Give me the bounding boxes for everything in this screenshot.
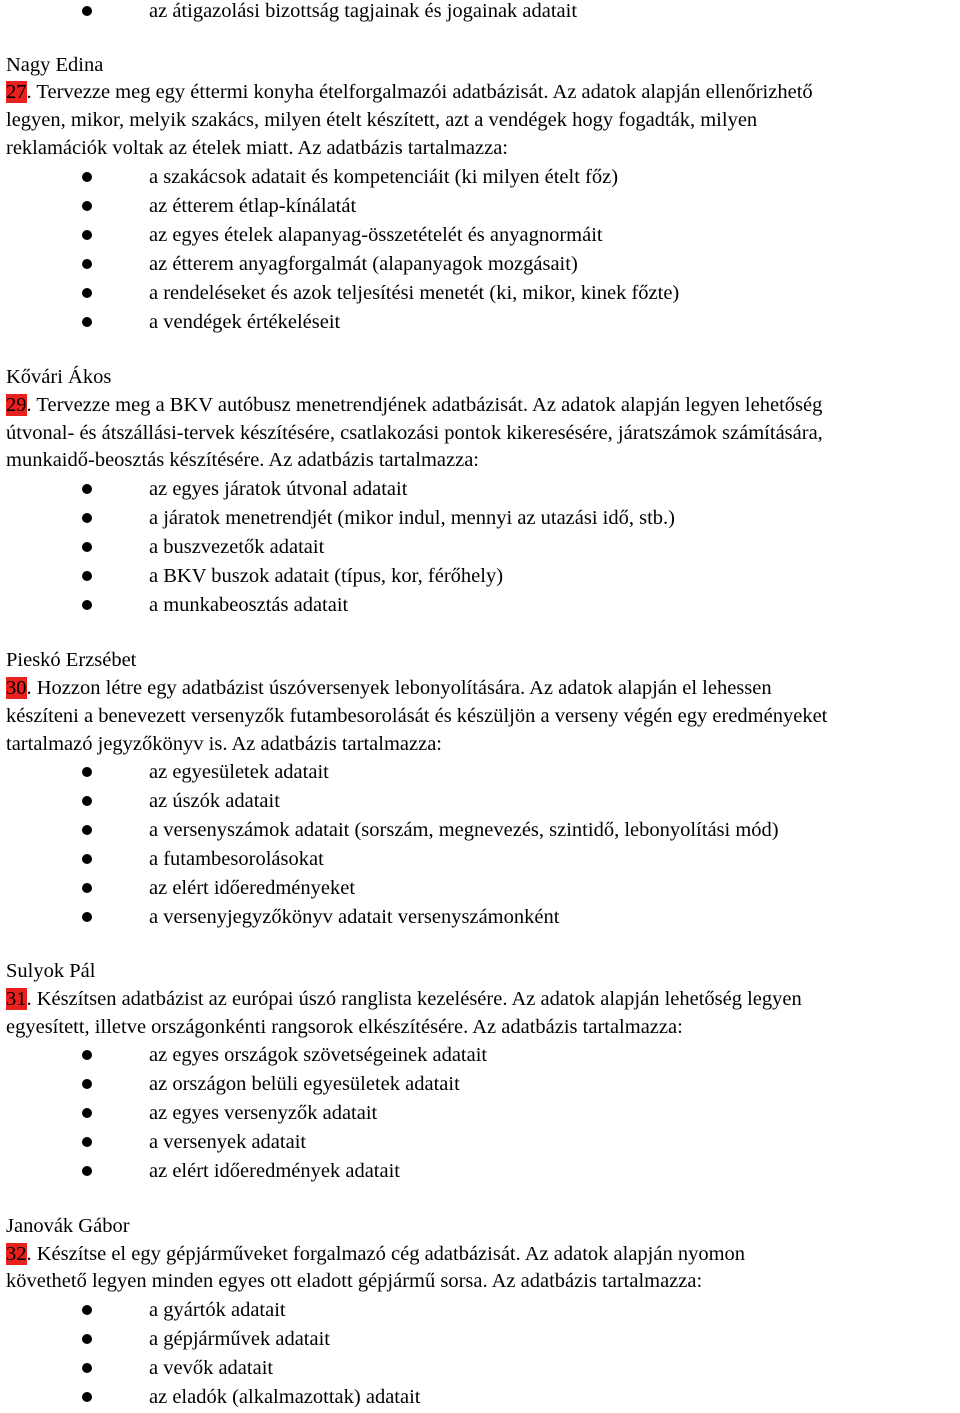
task-line [6,985,960,1014]
bullet-icon [82,1137,92,1147]
list-item [149,816,779,845]
task-number: 32 [6,1243,27,1265]
bullet-icon [82,767,92,777]
list-item-text: a járatok menetrendjét (mikor indul, mennyi az utazási idő, stb.) [149,507,676,529]
bullet-icon [82,1108,92,1118]
list-item [149,1325,330,1354]
list-item [149,562,503,591]
task-line: követhető legyen minden egyes ott eladott gépjármű sorsa. Az adatbázis tartalmazza: [6,1270,703,1292]
list-item-text: a gépjárművek adatait [149,1328,330,1350]
list-item [149,1128,306,1157]
task-text: . Készítsen adatbázist az európai úszó ranglista kezelésére. Az adatok alapján lehetőség legyen [26,988,802,1010]
list-item-text: a futambesorolásokat [149,848,324,870]
author-name: Sulyok Pál [6,960,96,982]
bullet-icon [82,1392,92,1402]
task-line: reklamációk voltak az ételek miatt. Az adatbázis tartalmazza: [6,137,508,159]
list-item [149,250,578,279]
bullet-icon [82,883,92,893]
bullet-icon [82,484,92,494]
task-line: egyesített, illetve országonkénti rangsorok elkészítésére. Az adatbázis tartalmazza: [6,1016,683,1038]
task-line [6,78,960,107]
task-line: útvonal- és átszállási-tervek készítésére, csatlakozási pontok kikeresésére, járatszámok számítására, [6,422,823,444]
bullet-icon [82,1166,92,1176]
list-item [149,308,340,337]
bullet-icon [82,1050,92,1060]
list-item [149,845,324,874]
task-text: . Tervezze meg a BKV autóbusz menetrendjének adatbázisát. Az adatok alapján legyen lehetőség [26,394,823,416]
list-item-text: a vendégek értékeléseit [149,311,341,333]
author-name: Janovák Gábor [6,1215,130,1237]
bullet-icon [82,230,92,240]
list-item [149,0,577,26]
bullet-icon [82,1305,92,1315]
list-item-text: az eladók (alkalmazottak) adatait [149,1386,421,1408]
author-name: Pieskó Erzsébet [6,649,137,671]
list-item-text: a rendeléseket és azok teljesítési menetét (ki, mikor, kinek főzte) [149,282,680,304]
task-text: . Tervezze meg egy éttermi konyha ételforgalmazói adatbázisát. Az adatok alapján ellenőrizhető [26,81,813,103]
task-line: legyen, mikor, melyik szakács, milyen ételt készített, azt a vendégek hogy fogadták, milyen [6,109,758,131]
list-item [149,533,324,562]
list-item-text: a gyártók adatait [149,1299,286,1321]
bullet-icon [82,6,92,16]
list-item [149,192,356,221]
list-item-text: a buszvezetők adatait [149,536,325,558]
list-item [149,787,280,816]
bullet-icon [82,172,92,182]
bullet-icon [82,259,92,269]
list-item [149,1157,400,1186]
list-item [149,903,559,932]
bullet-icon [82,317,92,327]
list-item-text: az elért időeredményeket [149,877,356,899]
bullet-icon [82,1079,92,1089]
list-item-text: az országon belüli egyesületek adatait [149,1073,460,1095]
list-item-text: az egyes versenyzők adatait [149,1102,378,1124]
list-item-text: az egyesületek adatait [149,761,329,783]
list-item [149,163,618,192]
bullet-icon [82,912,92,922]
list-item [149,1383,420,1412]
bullet-icon [82,600,92,610]
list-item [149,1354,273,1383]
list-item-text: az átigazolási bizottság tagjainak és jogainak adatait [149,0,578,22]
bullet-icon [82,854,92,864]
bullet-icon [82,825,92,835]
list-item-text: az elért időeredmények adatait [149,1160,400,1182]
list-item-text: a versenyszámok adatait (sorszám, megnevezés, szintidő, lebonyolítási mód) [149,819,779,841]
task-number: 29 [6,394,27,416]
author-name: Kővári Ákos [6,366,112,388]
task-line [6,391,960,420]
list-item [149,1099,377,1128]
list-item [149,475,407,504]
bullet-icon [82,542,92,552]
list-item-text: a munkabeosztás adatait [149,594,349,616]
author-name: Nagy Edina [6,54,104,76]
task-text: . Hozzon létre egy adatbázist úszóversenyek lebonyolítására. Az adatok alapján el lehessen [26,677,772,699]
list-item-text: a szakácsok adatait és kompetenciáit (ki milyen ételt főz) [149,166,619,188]
bullet-icon [82,201,92,211]
list-item-text: az étterem étlap-kínálatát [149,195,357,217]
bullet-icon [82,1334,92,1344]
task-line [6,1240,960,1269]
list-item [149,279,679,308]
bullet-icon [82,513,92,523]
list-item [149,504,675,533]
list-item [149,591,348,620]
bullet-icon [82,288,92,298]
bullet-icon [82,1363,92,1373]
task-number: 30 [6,677,27,699]
task-line [6,674,960,703]
list-item [149,758,329,787]
list-item-text: a vevők adatait [149,1357,274,1379]
list-item-text: az egyes járatok útvonal adatait [149,478,408,500]
list-item-text: a versenyjegyzőkönyv adatait versenyszámonként [149,906,560,928]
list-item [149,874,355,903]
list-item [149,1296,286,1325]
task-number: 31 [6,988,27,1010]
list-item-text: a BKV buszok adatait (típus, kor, férőhely) [149,565,504,587]
list-item [149,1041,487,1070]
list-item [149,1070,460,1099]
list-item-text: a versenyek adatait [149,1131,307,1153]
list-item [149,221,603,250]
task-number: 27 [6,81,27,103]
list-item-text: az úszók adatait [149,790,280,812]
task-line: készíteni a benevezett versenyzők futambesorolását és készüljön a verseny végén egy eredményeket [6,705,828,727]
bullet-icon [82,796,92,806]
list-item-text: az étterem anyagforgalmát (alapanyagok mozgásait) [149,253,578,275]
list-item-text: az egyes országok szövetségeinek adatait [149,1044,488,1066]
bullet-icon [82,571,92,581]
list-item-text: az egyes ételek alapanyag-összetételét és anyagnormáit [149,224,603,246]
task-text: . Készítse el egy gépjárműveket forgalmazó cég adatbázisát. Az adatok alapján nyomon [26,1243,746,1265]
task-line: tartalmazó jegyzőkönyv is. Az adatbázis tartalmazza: [6,733,443,755]
task-line: munkaidő-beosztás készítésére. Az adatbázis tartalmazza: [6,449,479,471]
